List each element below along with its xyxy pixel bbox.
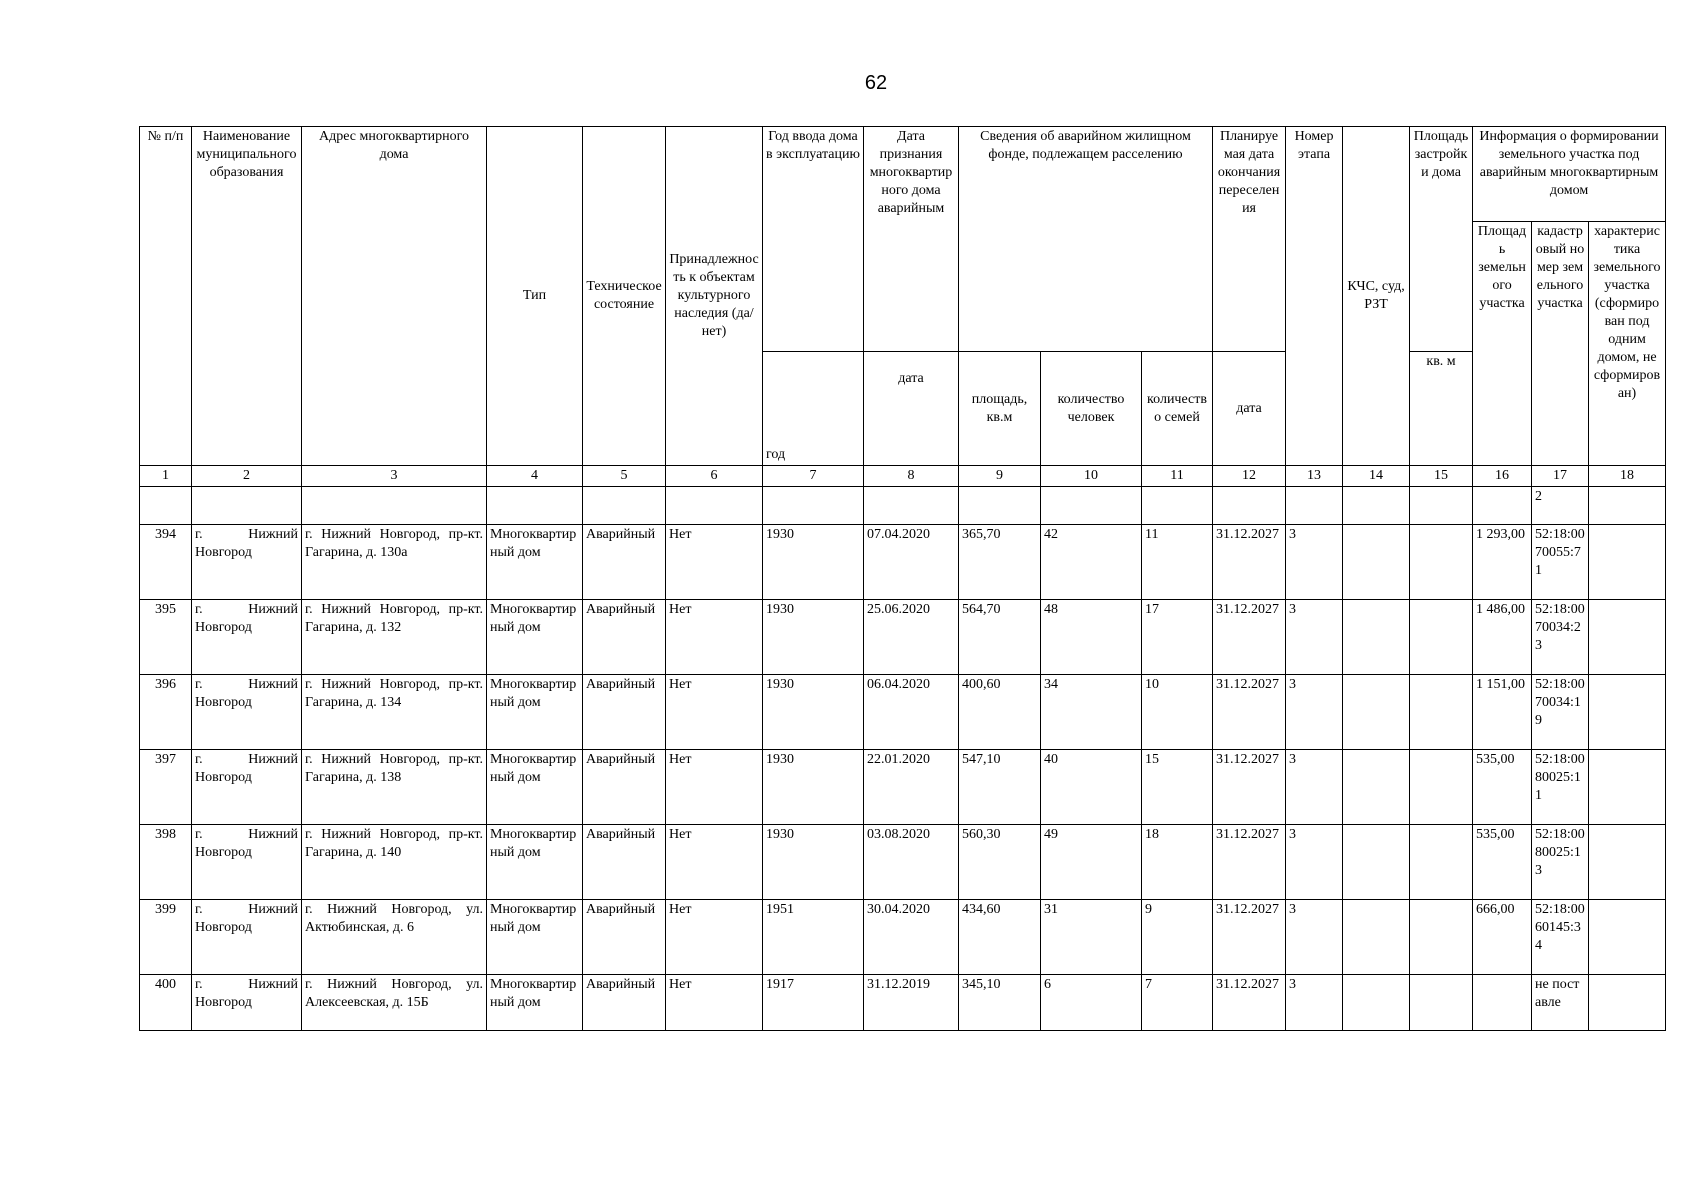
header-emergency-fund: Сведения об аварийном жилищном фонде, подлежащем расселению: [959, 127, 1213, 352]
address-cell: г. Нижний Новгород, пр-кт. Гагарина, д. 134: [302, 675, 487, 750]
planned-date-cell: 31.12.2027: [1213, 600, 1286, 675]
state-cell: Аварийный: [583, 975, 666, 1031]
table-row: [140, 900, 1666, 975]
families-cell: 10: [1142, 675, 1213, 750]
recognition-date-cell: 03.08.2020: [864, 825, 959, 900]
header-technical-state: Техническое состояние: [583, 127, 666, 466]
stage-cell: 3: [1286, 675, 1343, 750]
heritage-cell: Нет: [666, 750, 763, 825]
header-area-unit: площадь, кв.м: [959, 352, 1041, 466]
row-number: 396: [140, 675, 192, 750]
land-area-cell: 1 151,00: [1473, 675, 1532, 750]
municipality-cell: г. Нижний Новгород: [192, 750, 302, 825]
header-year-unit: год: [763, 352, 864, 466]
cadastral-number-cell: 52:18:0070034:23: [1532, 600, 1589, 675]
land-characteristic-cell: [1589, 525, 1666, 600]
column-number: 2: [192, 466, 302, 487]
heritage-cell: Нет: [666, 900, 763, 975]
area-cell: 345,10: [959, 975, 1041, 1031]
municipality-cell: г. Нижний Новгород: [192, 675, 302, 750]
column-number: 7: [763, 466, 864, 487]
address-cell: г. Нижний Новгород, ул. Актюбинская, д. 6: [302, 900, 487, 975]
land-characteristic-cell: [1589, 900, 1666, 975]
column-number: 3: [302, 466, 487, 487]
people-cell: 40: [1041, 750, 1142, 825]
state-cell: Аварийный: [583, 600, 666, 675]
land-area-cell: 1 293,00: [1473, 525, 1532, 600]
land-characteristic-cell: [1589, 675, 1666, 750]
building-area-cell: [1410, 600, 1473, 675]
land-area-cell: 535,00: [1473, 750, 1532, 825]
header-kchs: КЧС, суд, РЗТ: [1343, 127, 1410, 466]
cadastral-number-cell: 52:18:0080025:13: [1532, 825, 1589, 900]
heritage-cell: Нет: [666, 825, 763, 900]
state-cell: Аварийный: [583, 525, 666, 600]
state-cell: Аварийный: [583, 675, 666, 750]
municipality-cell: г. Нижний Новгород: [192, 600, 302, 675]
building-area-cell: [1410, 900, 1473, 975]
column-number: 6: [666, 466, 763, 487]
land-characteristic-cell: [1589, 825, 1666, 900]
kchs-cell: [1343, 750, 1410, 825]
heritage-cell: Нет: [666, 975, 763, 1031]
people-cell: 49: [1041, 825, 1142, 900]
people-cell: 48: [1041, 600, 1142, 675]
municipality-cell: г. Нижний Новгород: [192, 975, 302, 1031]
header-number: № п/п: [140, 127, 192, 466]
planned-date-cell: 31.12.2027: [1213, 750, 1286, 825]
header-recognition-date: Дата признания многоквартирного дома аварийным: [864, 127, 959, 352]
recognition-date-cell: 30.04.2020: [864, 900, 959, 975]
land-area-cell: 666,00: [1473, 900, 1532, 975]
municipality-cell: г. Нижний Новгород: [192, 900, 302, 975]
families-cell: 11: [1142, 525, 1213, 600]
families-cell: 7: [1142, 975, 1213, 1031]
recognition-date-cell: 07.04.2020: [864, 525, 959, 600]
stage-cell: 3: [1286, 525, 1343, 600]
building-area-cell: [1410, 675, 1473, 750]
heritage-cell: Нет: [666, 600, 763, 675]
row-number: 397: [140, 750, 192, 825]
type-cell: Многоквартирный дом: [487, 525, 583, 600]
table-row: [140, 525, 1666, 600]
year-cell: 1930: [763, 675, 864, 750]
kchs-cell: [1343, 825, 1410, 900]
land-area-cell: 535,00: [1473, 825, 1532, 900]
kchs-cell: [1343, 600, 1410, 675]
stage-cell: 3: [1286, 975, 1343, 1031]
type-cell: Многоквартирный дом: [487, 600, 583, 675]
area-cell: 400,60: [959, 675, 1041, 750]
type-cell: Многоквартирный дом: [487, 975, 583, 1031]
planned-date-cell: 31.12.2027: [1213, 525, 1286, 600]
stage-cell: 3: [1286, 750, 1343, 825]
column-number: 16: [1473, 466, 1532, 487]
kchs-cell: [1343, 675, 1410, 750]
people-cell: 6: [1041, 975, 1142, 1031]
planned-date-cell: 31.12.2027: [1213, 900, 1286, 975]
emergency-housing-table: [139, 126, 1666, 1031]
table-row: [140, 975, 1666, 1031]
land-characteristic-cell: [1589, 975, 1666, 1031]
cadastral-number-cell: 52:18:0070055:71: [1532, 525, 1589, 600]
families-cell: 17: [1142, 600, 1213, 675]
column-number: 12: [1213, 466, 1286, 487]
header-families-unit: количество семей: [1142, 352, 1213, 466]
land-area-cell: [1473, 975, 1532, 1031]
column-number: 15: [1410, 466, 1473, 487]
area-cell: 434,60: [959, 900, 1041, 975]
people-cell: 42: [1041, 525, 1142, 600]
column-number: 8: [864, 466, 959, 487]
type-cell: Многоквартирный дом: [487, 675, 583, 750]
stage-cell: 3: [1286, 900, 1343, 975]
state-cell: Аварийный: [583, 825, 666, 900]
column-number: 13: [1286, 466, 1343, 487]
header-cadastral-number: кадастровый номер земельного участка: [1532, 222, 1589, 466]
table-row: [140, 750, 1666, 825]
header-building-area-unit: кв. м: [1410, 352, 1473, 466]
header-land-info: Информация о формировании земельного участка под аварийным многоквартирным домом: [1473, 127, 1666, 222]
stage-cell: 3: [1286, 825, 1343, 900]
building-area-cell: [1410, 975, 1473, 1031]
recognition-date-cell: 22.01.2020: [864, 750, 959, 825]
table-row: [140, 600, 1666, 675]
row-number: 394: [140, 525, 192, 600]
column-number: 4: [487, 466, 583, 487]
area-cell: 564,70: [959, 600, 1041, 675]
address-cell: г. Нижний Новгород, пр-кт. Гагарина, д. 138: [302, 750, 487, 825]
header-land-characteristic: характеристика земельного участка (сформирован под одним домом, не сформирован): [1589, 222, 1666, 466]
year-cell: 1930: [763, 600, 864, 675]
blank-row-value: 2: [1532, 487, 1589, 525]
column-number: 18: [1589, 466, 1666, 487]
table-row: [140, 825, 1666, 900]
recognition-date-cell: 31.12.2019: [864, 975, 959, 1031]
header-commission-year: Год ввода дома в эксплуатацию: [763, 127, 864, 352]
column-number: 10: [1041, 466, 1142, 487]
cadastral-number-cell: 52:18:0070034:19: [1532, 675, 1589, 750]
building-area-cell: [1410, 525, 1473, 600]
year-cell: 1930: [763, 750, 864, 825]
header-municipality: Наименование муниципального образования: [192, 127, 302, 466]
year-cell: 1917: [763, 975, 864, 1031]
blank-row: [140, 487, 1666, 525]
families-cell: 15: [1142, 750, 1213, 825]
page-number: 62: [864, 72, 888, 94]
column-number: 17: [1532, 466, 1589, 487]
column-number: 9: [959, 466, 1041, 487]
type-cell: Многоквартирный дом: [487, 900, 583, 975]
header-planned-date-unit: дата: [1213, 352, 1286, 466]
address-cell: г. Нижний Новгород, пр-кт. Гагарина, д. 140: [302, 825, 487, 900]
header-heritage: Принадлежность к объектам культурного наследия (да/нет): [666, 127, 763, 466]
heritage-cell: Нет: [666, 675, 763, 750]
header-date-unit: дата: [864, 352, 959, 466]
state-cell: Аварийный: [583, 750, 666, 825]
header-land-area: Площадь земельного участка: [1473, 222, 1532, 466]
families-cell: 18: [1142, 825, 1213, 900]
column-number: 11: [1142, 466, 1213, 487]
year-cell: 1930: [763, 525, 864, 600]
cadastral-number-cell: 52:18:0080025:11: [1532, 750, 1589, 825]
planned-date-cell: 31.12.2027: [1213, 675, 1286, 750]
header-people-unit: количество человек: [1041, 352, 1142, 466]
row-number: 400: [140, 975, 192, 1031]
building-area-cell: [1410, 750, 1473, 825]
recognition-date-cell: 06.04.2020: [864, 675, 959, 750]
planned-date-cell: 31.12.2027: [1213, 975, 1286, 1031]
address-cell: г. Нижний Новгород, ул. Алексеевская, д. 15Б: [302, 975, 487, 1031]
column-number: 5: [583, 466, 666, 487]
land-area-cell: 1 486,00: [1473, 600, 1532, 675]
kchs-cell: [1343, 900, 1410, 975]
type-cell: Многоквартирный дом: [487, 750, 583, 825]
header-stage: Номер этапа: [1286, 127, 1343, 466]
cadastral-number-cell: 52:18:0060145:34: [1532, 900, 1589, 975]
land-characteristic-cell: [1589, 750, 1666, 825]
heritage-cell: Нет: [666, 525, 763, 600]
type-cell: Многоквартирный дом: [487, 825, 583, 900]
header-building-area: Площадь застройки дома: [1410, 127, 1473, 352]
area-cell: 365,70: [959, 525, 1041, 600]
stage-cell: 3: [1286, 600, 1343, 675]
land-characteristic-cell: [1589, 600, 1666, 675]
column-number-row: [140, 466, 1666, 487]
header-planned-date: Планируемая дата окончания переселения: [1213, 127, 1286, 352]
header-type: Тип: [487, 127, 583, 466]
recognition-date-cell: 25.06.2020: [864, 600, 959, 675]
header-address: Адрес многоквартирного дома: [302, 127, 487, 466]
kchs-cell: [1343, 525, 1410, 600]
year-cell: 1930: [763, 825, 864, 900]
row-number: 399: [140, 900, 192, 975]
column-number: 14: [1343, 466, 1410, 487]
year-cell: 1951: [763, 900, 864, 975]
area-cell: 547,10: [959, 750, 1041, 825]
people-cell: 31: [1041, 900, 1142, 975]
row-number: 398: [140, 825, 192, 900]
cadastral-number-cell: не поставле: [1532, 975, 1589, 1031]
address-cell: г. Нижний Новгород, пр-кт. Гагарина, д. 132: [302, 600, 487, 675]
people-cell: 34: [1041, 675, 1142, 750]
state-cell: Аварийный: [583, 900, 666, 975]
municipality-cell: г. Нижний Новгород: [192, 525, 302, 600]
row-number: 395: [140, 600, 192, 675]
building-area-cell: [1410, 825, 1473, 900]
address-cell: г. Нижний Новгород, пр-кт. Гагарина, д. 130а: [302, 525, 487, 600]
column-number: 1: [140, 466, 192, 487]
planned-date-cell: 31.12.2027: [1213, 825, 1286, 900]
table-row: [140, 675, 1666, 750]
municipality-cell: г. Нижний Новгород: [192, 825, 302, 900]
kchs-cell: [1343, 975, 1410, 1031]
area-cell: 560,30: [959, 825, 1041, 900]
families-cell: 9: [1142, 900, 1213, 975]
